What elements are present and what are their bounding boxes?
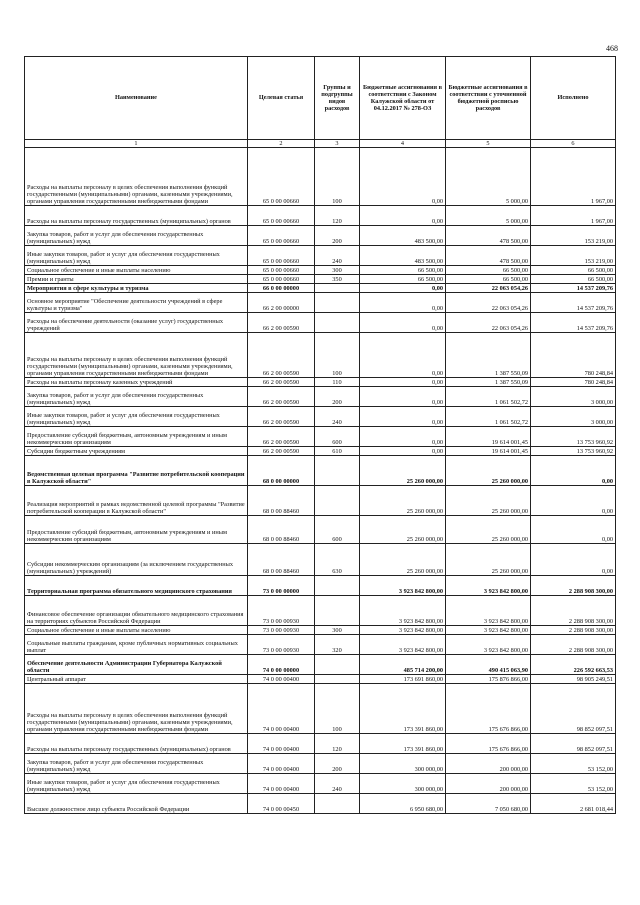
executed-cell: 153 219,00 <box>531 246 616 266</box>
expense-group-cell: 600 <box>315 427 360 447</box>
table-row <box>25 427 616 447</box>
target-article-cell: 74 0 00 00400 <box>248 734 315 754</box>
updated-allocation-cell: 175 676 866,00 <box>446 684 531 734</box>
column-header-law: Бюджетные ассигнования в соответствии с Законом Калужской области от 04.12.2017 № 278-ОЗ <box>360 57 446 140</box>
updated-allocation-cell: 7 050 680,00 <box>446 794 531 814</box>
law-allocation-cell: 3 923 842 800,00 <box>360 576 446 596</box>
law-allocation-cell: 300 000,00 <box>360 754 446 774</box>
row-name-cell: Закупка товаров, работ и услуг для обеспечения государственных (муниципальных) нужд <box>25 387 248 407</box>
law-allocation-cell: 173 691 860,00 <box>360 675 446 684</box>
updated-allocation-cell: 1 387 550,09 <box>446 378 531 387</box>
target-article-cell: 73 0 00 00930 <box>248 596 315 626</box>
law-allocation-cell: 0,00 <box>360 206 446 226</box>
table-row <box>25 576 616 596</box>
row-name-cell: Обеспечение деятельности Администрации Губернатора Калужской области <box>25 655 248 675</box>
expense-group-cell <box>315 596 360 626</box>
updated-allocation-cell: 1 061 502,72 <box>446 387 531 407</box>
row-name-cell: Финансовое обеспечение организации обязательного медицинского страхования на территориях субъектов Российской Федерации <box>25 596 248 626</box>
table-row <box>25 275 616 284</box>
law-allocation-cell: 25 260 000,00 <box>360 516 446 544</box>
expense-group-cell: 100 <box>315 684 360 734</box>
table-row <box>25 734 616 754</box>
law-allocation-cell: 0,00 <box>360 293 446 313</box>
row-name-cell: Закупка товаров, работ и услуг для обеспечения государственных (муниципальных) нужд <box>25 226 248 246</box>
row-name-cell: Расходы на выплаты персоналу в целях обеспечения выполнения функций государственными (муниципальными) органами, казенными учреждениями, органами управления государственными внебюджетными фондами <box>25 148 248 206</box>
expense-group-cell: 240 <box>315 774 360 794</box>
law-allocation-cell: 3 923 842 800,00 <box>360 635 446 655</box>
table-row <box>25 774 616 794</box>
law-allocation-cell: 483 500,00 <box>360 226 446 246</box>
table-row <box>25 378 616 387</box>
law-allocation-cell: 483 500,00 <box>360 246 446 266</box>
row-name-cell: Расходы на выплаты персоналу в целях обеспечения выполнения функций государственными (муниципальными) органами, казенными учреждениями, органами управления государственными внебюджетными фондами <box>25 684 248 734</box>
law-allocation-cell: 66 500,00 <box>360 266 446 275</box>
column-number: 2 <box>248 140 315 148</box>
law-allocation-cell: 25 260 000,00 <box>360 456 446 486</box>
expense-group-cell: 100 <box>315 148 360 206</box>
expense-group-cell <box>315 675 360 684</box>
target-article-cell: 65 0 00 00660 <box>248 206 315 226</box>
table-row <box>25 313 616 333</box>
row-name-cell: Иные закупки товаров, работ и услуг для обеспечения государственных (муниципальных) нужд <box>25 774 248 794</box>
column-number: 1 <box>25 140 248 148</box>
law-allocation-cell: 0,00 <box>360 378 446 387</box>
executed-cell: 0,00 <box>531 544 616 576</box>
law-allocation-cell: 0,00 <box>360 148 446 206</box>
column-number: 5 <box>446 140 531 148</box>
target-article-cell: 65 0 00 00660 <box>248 148 315 206</box>
target-article-cell: 66 2 00 00590 <box>248 427 315 447</box>
table-row <box>25 333 616 378</box>
executed-cell: 780 248,84 <box>531 378 616 387</box>
law-allocation-cell: 0,00 <box>360 313 446 333</box>
updated-allocation-cell: 490 415 063,90 <box>446 655 531 675</box>
row-name-cell: Основное мероприятие "Обеспечение деятельности учреждений в сфере культуры и туризма" <box>25 293 248 313</box>
table-row <box>25 284 616 293</box>
row-name-cell: Расходы на выплаты персоналу казенных учреждений <box>25 378 248 387</box>
expense-group-cell: 200 <box>315 226 360 246</box>
expense-group-cell <box>315 794 360 814</box>
table-header-row <box>25 57 616 140</box>
table-row <box>25 754 616 774</box>
row-name-cell: Иные закупки товаров, работ и услуг для обеспечения государственных (муниципальных) нужд <box>25 407 248 427</box>
budget-table <box>24 56 616 814</box>
row-name-cell: Социальное обеспечение и иные выплаты населению <box>25 266 248 275</box>
expense-group-cell: 100 <box>315 333 360 378</box>
row-name-cell: Премии и гранты <box>25 275 248 284</box>
table-row <box>25 544 616 576</box>
row-name-cell: Мероприятия в сфере культуры и туризма <box>25 284 248 293</box>
row-name-cell: Расходы на обеспечение деятельности (оказание услуг) государственных учреждений <box>25 313 248 333</box>
target-article-cell: 74 0 00 00400 <box>248 684 315 734</box>
executed-cell: 98 852 097,51 <box>531 734 616 754</box>
law-allocation-cell: 173 391 860,00 <box>360 684 446 734</box>
row-name-cell: Высшее должностное лицо субъекта Российской Федерации <box>25 794 248 814</box>
target-article-cell: 74 0 00 00400 <box>248 774 315 794</box>
executed-cell: 0,00 <box>531 456 616 486</box>
expense-group-cell: 120 <box>315 734 360 754</box>
law-allocation-cell: 25 260 000,00 <box>360 544 446 576</box>
updated-allocation-cell: 22 063 054,26 <box>446 293 531 313</box>
executed-cell: 1 967,00 <box>531 148 616 206</box>
updated-allocation-cell: 478 500,00 <box>446 246 531 266</box>
updated-allocation-cell: 175 876 866,00 <box>446 675 531 684</box>
expense-group-cell: 200 <box>315 754 360 774</box>
expense-group-cell: 320 <box>315 635 360 655</box>
target-article-cell: 68 0 00 88460 <box>248 516 315 544</box>
executed-cell: 66 500,00 <box>531 275 616 284</box>
table-row <box>25 407 616 427</box>
table-row <box>25 626 616 635</box>
target-article-cell: 68 0 00 88460 <box>248 544 315 576</box>
updated-allocation-cell: 25 260 000,00 <box>446 544 531 576</box>
row-name-cell: Центральный аппарат <box>25 675 248 684</box>
updated-allocation-cell: 22 063 054,26 <box>446 284 531 293</box>
row-name-cell: Расходы на выплаты персоналу в целях обеспечения выполнения функций государственными (муниципальными) органами, казенными учреждениями, органами управления государственными внебюджетными фондами <box>25 333 248 378</box>
executed-cell: 2 288 908 300,00 <box>531 576 616 596</box>
target-article-cell: 66 2 00 00590 <box>248 407 315 427</box>
expense-group-cell: 300 <box>315 626 360 635</box>
updated-allocation-cell: 22 063 054,26 <box>446 313 531 333</box>
executed-cell: 1 967,00 <box>531 206 616 226</box>
executed-cell: 2 288 908 300,00 <box>531 596 616 626</box>
column-number: 6 <box>531 140 616 148</box>
law-allocation-cell: 3 923 842 800,00 <box>360 626 446 635</box>
column-header-name: Наименование <box>25 57 248 140</box>
law-allocation-cell: 485 714 200,00 <box>360 655 446 675</box>
executed-cell: 153 219,00 <box>531 226 616 246</box>
table-row <box>25 486 616 516</box>
law-allocation-cell: 3 923 842 800,00 <box>360 596 446 626</box>
updated-allocation-cell: 5 000,00 <box>446 206 531 226</box>
table-row <box>25 675 616 684</box>
row-name-cell: Социальные выплаты гражданам, кроме публичных нормативных социальных выплат <box>25 635 248 655</box>
table-row <box>25 456 616 486</box>
target-article-cell: 66 0 00 00000 <box>248 284 315 293</box>
executed-cell: 14 537 209,76 <box>531 284 616 293</box>
table-row <box>25 387 616 407</box>
table-row <box>25 206 616 226</box>
executed-cell: 13 753 960,92 <box>531 447 616 456</box>
expense-group-cell: 240 <box>315 246 360 266</box>
executed-cell: 226 592 663,53 <box>531 655 616 675</box>
row-name-cell: Расходы на выплаты персоналу государственных (муниципальных) органов <box>25 734 248 754</box>
column-number: 3 <box>315 140 360 148</box>
row-name-cell: Субсидии некоммерческим организациям (за исключением государственных (муниципальных) учреждений) <box>25 544 248 576</box>
updated-allocation-cell: 3 923 842 800,00 <box>446 576 531 596</box>
target-article-cell: 73 0 00 00930 <box>248 626 315 635</box>
updated-allocation-cell: 1 061 502,72 <box>446 407 531 427</box>
row-name-cell: Территориальная программа обязательного медицинского страхования <box>25 576 248 596</box>
table-row <box>25 226 616 246</box>
column-header-group: Группы и подгруппы видов расходов <box>315 57 360 140</box>
column-header-done: Исполнено <box>531 57 616 140</box>
row-name-cell: Предоставление субсидий бюджетным, автономным учреждениям и иным некоммерческим организациям <box>25 427 248 447</box>
updated-allocation-cell: 19 614 001,45 <box>446 447 531 456</box>
expense-group-cell <box>315 486 360 516</box>
target-article-cell: 73 0 00 00930 <box>248 635 315 655</box>
executed-cell: 53 152,00 <box>531 754 616 774</box>
expense-group-cell: 350 <box>315 275 360 284</box>
expense-group-cell: 300 <box>315 266 360 275</box>
expense-group-cell <box>315 293 360 313</box>
column-header-updated: Бюджетные ассигнования в соответствии с уточненной бюджетной росписью расходов <box>446 57 531 140</box>
target-article-cell: 68 0 00 88460 <box>248 486 315 516</box>
table-row <box>25 684 616 734</box>
column-number: 4 <box>360 140 446 148</box>
target-article-cell: 74 0 00 00450 <box>248 794 315 814</box>
expense-group-cell <box>315 313 360 333</box>
executed-cell: 0,00 <box>531 516 616 544</box>
executed-cell: 2 288 908 300,00 <box>531 626 616 635</box>
table-row <box>25 246 616 266</box>
updated-allocation-cell: 3 923 842 800,00 <box>446 626 531 635</box>
expense-group-cell: 110 <box>315 378 360 387</box>
executed-cell: 66 500,00 <box>531 266 616 275</box>
law-allocation-cell: 0,00 <box>360 407 446 427</box>
row-name-cell: Расходы на выплаты персоналу государственных (муниципальных) органов <box>25 206 248 226</box>
updated-allocation-cell: 1 387 550,09 <box>446 333 531 378</box>
law-allocation-cell: 0,00 <box>360 333 446 378</box>
expense-group-cell: 630 <box>315 544 360 576</box>
row-name-cell: Социальное обеспечение и иные выплаты населению <box>25 626 248 635</box>
updated-allocation-cell: 3 923 842 800,00 <box>446 596 531 626</box>
expense-group-cell: 240 <box>315 407 360 427</box>
table-row <box>25 266 616 275</box>
row-name-cell: Предоставление субсидий бюджетным, автономным учреждениям и иным некоммерческим организациям <box>25 516 248 544</box>
updated-allocation-cell: 478 500,00 <box>446 226 531 246</box>
law-allocation-cell: 6 950 680,00 <box>360 794 446 814</box>
updated-allocation-cell: 19 614 001,45 <box>446 427 531 447</box>
law-allocation-cell: 0,00 <box>360 284 446 293</box>
target-article-cell: 65 0 00 00660 <box>248 275 315 284</box>
law-allocation-cell: 0,00 <box>360 427 446 447</box>
law-allocation-cell: 66 500,00 <box>360 275 446 284</box>
executed-cell: 98 905 249,51 <box>531 675 616 684</box>
target-article-cell: 66 2 00 00590 <box>248 447 315 456</box>
executed-cell: 2 681 018,44 <box>531 794 616 814</box>
target-article-cell: 66 2 00 00000 <box>248 293 315 313</box>
updated-allocation-cell: 3 923 842 800,00 <box>446 635 531 655</box>
target-article-cell: 66 2 00 00590 <box>248 333 315 378</box>
executed-cell: 98 852 097,51 <box>531 684 616 734</box>
executed-cell: 13 753 960,92 <box>531 427 616 447</box>
expense-group-cell: 600 <box>315 516 360 544</box>
law-allocation-cell: 300 000,00 <box>360 774 446 794</box>
table-row <box>25 148 616 206</box>
executed-cell: 3 000,00 <box>531 387 616 407</box>
column-numbers-row <box>25 140 616 148</box>
table-row <box>25 516 616 544</box>
updated-allocation-cell: 175 676 866,00 <box>446 734 531 754</box>
target-article-cell: 66 2 00 00590 <box>248 313 315 333</box>
executed-cell: 0,00 <box>531 486 616 516</box>
target-article-cell: 65 0 00 00660 <box>248 226 315 246</box>
target-article-cell: 65 0 00 00660 <box>248 266 315 275</box>
law-allocation-cell: 173 391 860,00 <box>360 734 446 754</box>
updated-allocation-cell: 66 500,00 <box>446 266 531 275</box>
row-name-cell: Реализация мероприятий в рамках ведомственной целевой программы "Развитие потребительской кооперации в Калужской области" <box>25 486 248 516</box>
expense-group-cell: 120 <box>315 206 360 226</box>
table-row <box>25 293 616 313</box>
row-name-cell: Ведомственная целевая программа "Развитие потребительской кооперации в Калужской области" <box>25 456 248 486</box>
table-row <box>25 635 616 655</box>
expense-group-cell <box>315 456 360 486</box>
executed-cell: 53 152,00 <box>531 774 616 794</box>
target-article-cell: 66 2 00 00590 <box>248 387 315 407</box>
executed-cell: 780 248,84 <box>531 333 616 378</box>
page-number: 468 <box>606 44 618 53</box>
updated-allocation-cell: 66 500,00 <box>446 275 531 284</box>
target-article-cell: 65 0 00 00660 <box>248 246 315 266</box>
target-article-cell: 74 0 00 00400 <box>248 675 315 684</box>
expense-group-cell <box>315 655 360 675</box>
updated-allocation-cell: 200 000,00 <box>446 774 531 794</box>
executed-cell: 14 537 209,76 <box>531 293 616 313</box>
expense-group-cell <box>315 576 360 596</box>
target-article-cell: 73 0 00 00000 <box>248 576 315 596</box>
updated-allocation-cell: 25 260 000,00 <box>446 456 531 486</box>
law-allocation-cell: 25 260 000,00 <box>360 486 446 516</box>
row-name-cell: Закупка товаров, работ и услуг для обеспечения государственных (муниципальных) нужд <box>25 754 248 774</box>
table-row <box>25 794 616 814</box>
executed-cell: 2 288 908 300,00 <box>531 635 616 655</box>
target-article-cell: 68 0 00 00000 <box>248 456 315 486</box>
column-header-code: Целевая статья <box>248 57 315 140</box>
updated-allocation-cell: 25 260 000,00 <box>446 516 531 544</box>
row-name-cell: Иные закупки товаров, работ и услуг для обеспечения государственных (муниципальных) нужд <box>25 246 248 266</box>
table-row <box>25 655 616 675</box>
updated-allocation-cell: 200 000,00 <box>446 754 531 774</box>
expense-group-cell <box>315 284 360 293</box>
expense-group-cell: 200 <box>315 387 360 407</box>
table-row <box>25 447 616 456</box>
target-article-cell: 74 0 00 00000 <box>248 655 315 675</box>
updated-allocation-cell: 5 000,00 <box>446 148 531 206</box>
expense-group-cell: 610 <box>315 447 360 456</box>
target-article-cell: 66 2 00 00590 <box>248 378 315 387</box>
law-allocation-cell: 0,00 <box>360 387 446 407</box>
law-allocation-cell: 0,00 <box>360 447 446 456</box>
target-article-cell: 74 0 00 00400 <box>248 754 315 774</box>
row-name-cell: Субсидии бюджетным учреждениям <box>25 447 248 456</box>
updated-allocation-cell: 25 260 000,00 <box>446 486 531 516</box>
table-row <box>25 596 616 626</box>
executed-cell: 3 000,00 <box>531 407 616 427</box>
executed-cell: 14 537 209,76 <box>531 313 616 333</box>
